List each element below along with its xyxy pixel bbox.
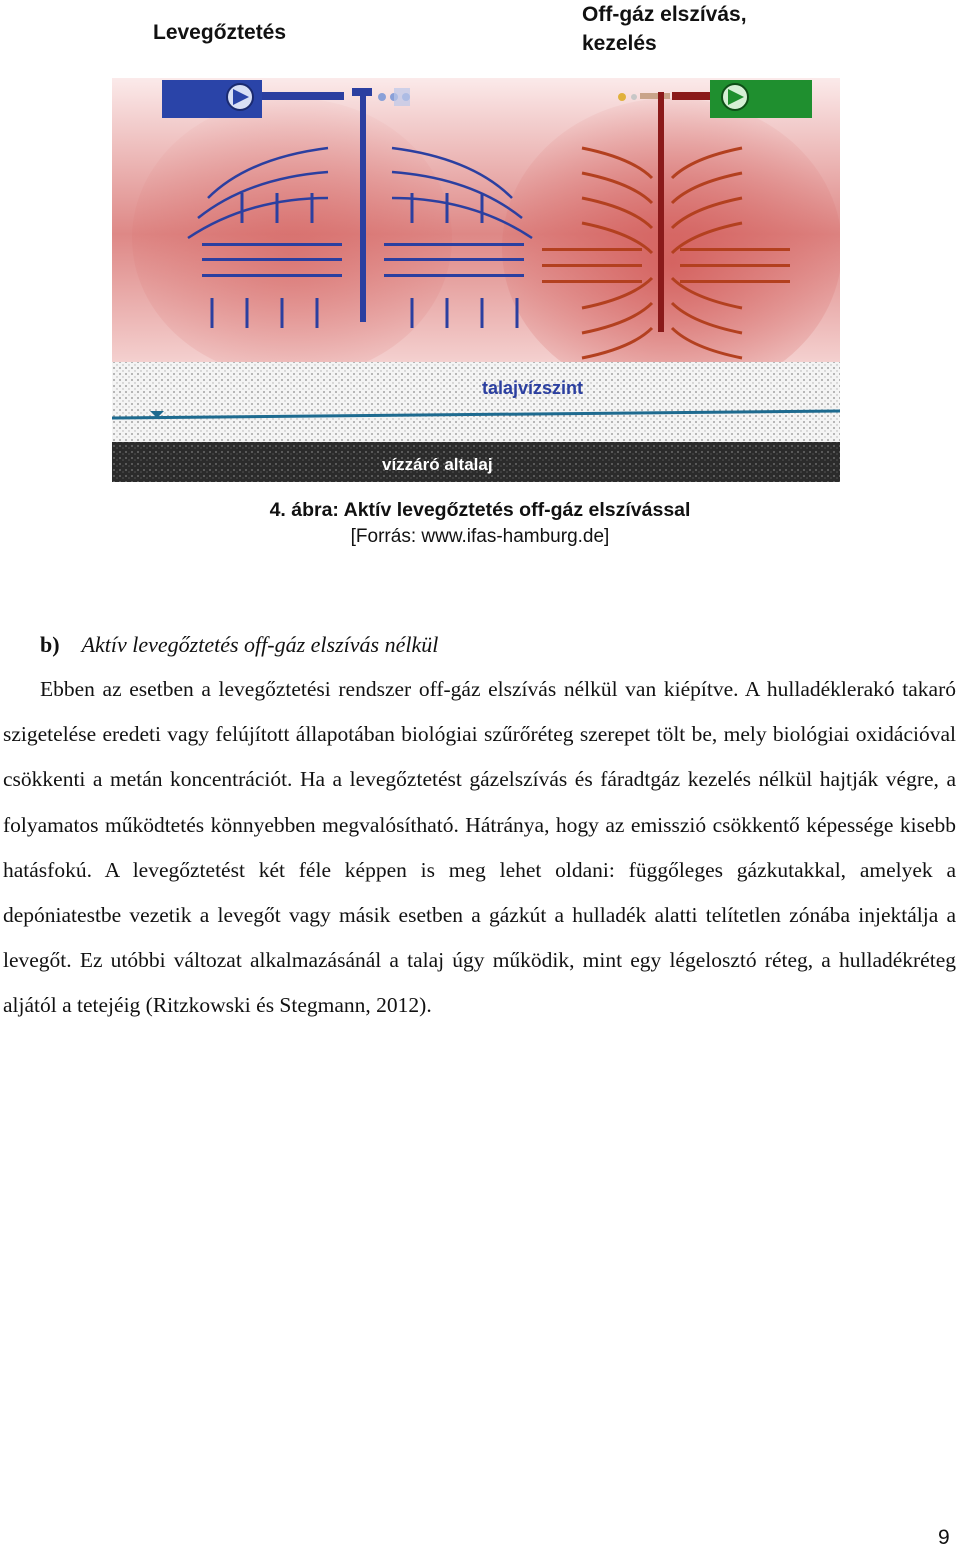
body-paragraph: Ebben az esetben a levegőztetési rendszer off-gáz elszívás nélkül van kiépítve. A hulladéklerakó takaró szigetelése eredeti vagy felújított állapotában biológiai szűrőréteg szerepet tölt be, mely biológiai oxidációval csökkenti a metán koncentrációt. Ha a levegőztetést gázelszívás és fáradtgáz kezelés nélkül hajtják végre, a folyamatos működtetés könnyebben megvalósítható. Hátránya, hogy az emisszió csökkentő képessége kisebb hatásfokú. A levegőztetést két féle képpen is meg lehet oldani: függőleges gázkutakkal, amelyek a depóniatestbe vezetik a levegőt vagy másik esetben a gázkút a hulladék alatti telítetlen zónába injektálja a levegőt. Ez utóbbi változat alkalmazásánál a talaj úgy működik, mint egy légelosztó réteg, a hulladékréteg aljától a tetejéig (Ritzkowski és Stegmann, 2012). — [3, 677, 956, 1018]
aeration-well — [360, 92, 366, 322]
figure-caption-title: 4. ábra: Aktív levegőztetés off-gáz elszívással — [269, 499, 691, 521]
section-marker: b) — [40, 632, 60, 657]
label-aeration: Levegőztetés — [153, 21, 287, 44]
label-offgas: Off-gáz elszívás, kezelés — [582, 3, 747, 55]
groundwater-label: talajvízszint — [482, 378, 584, 398]
section-title: Aktív levegőztetés off-gáz elszívás nélkül — [81, 632, 439, 657]
page-number: 9 — [938, 1526, 950, 1549]
figure-caption-source: [Forrás: www.ifas-hamburg.de] — [350, 526, 610, 547]
aquitard-label: vízzáró altalaj — [382, 455, 493, 474]
unsaturated-zone — [112, 362, 840, 442]
section-heading — [40, 632, 438, 658]
aeration-diagram — [112, 78, 840, 482]
extraction-well — [658, 92, 664, 332]
